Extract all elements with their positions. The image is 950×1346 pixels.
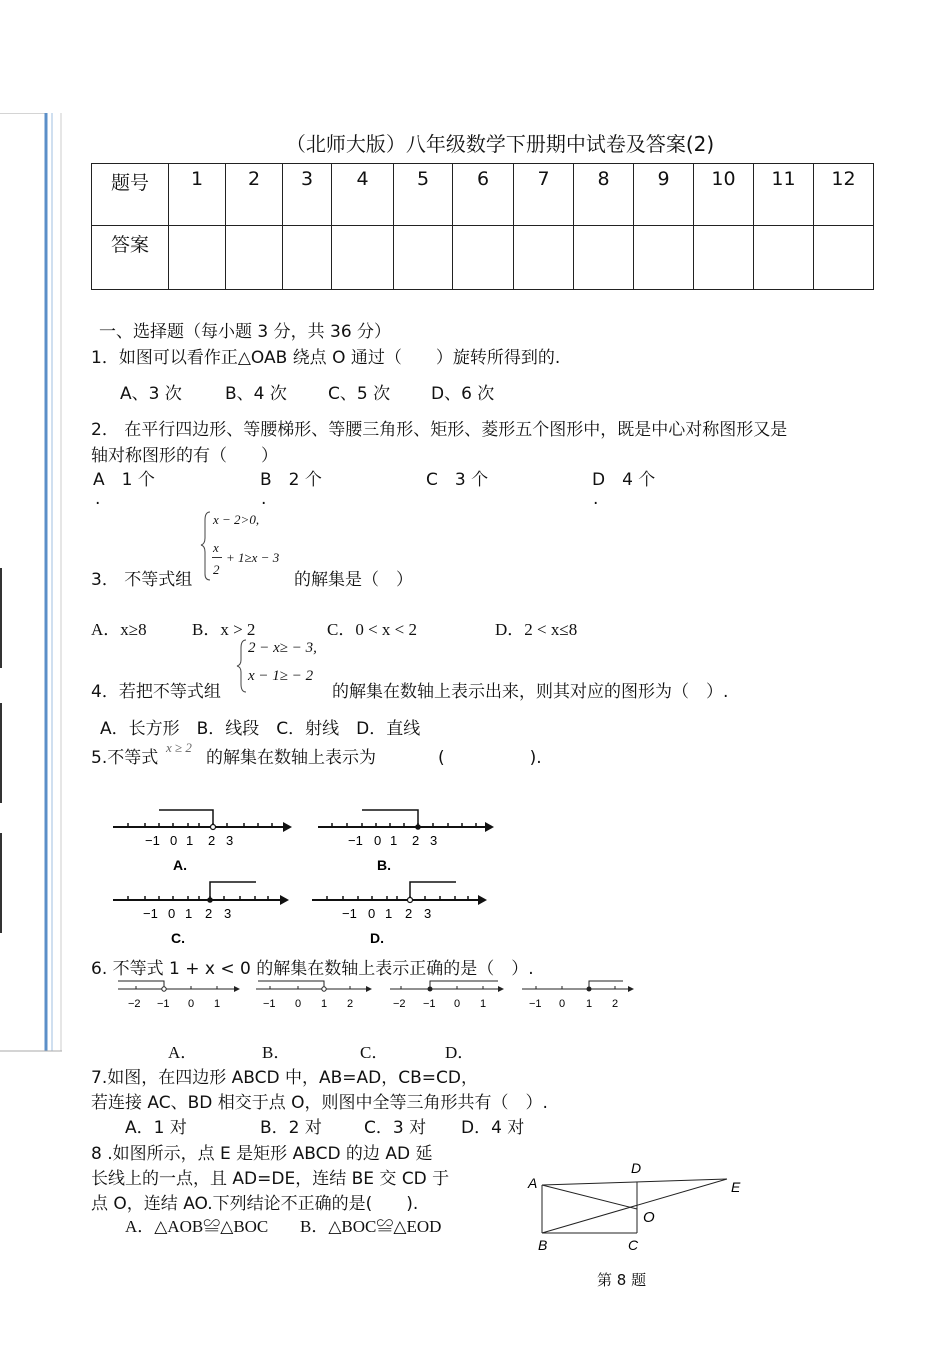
q8-option-b: B．△BOC≌△EOD (300, 1217, 442, 1236)
q4-options: A．长方形 B．线段 C．射线 D．直线 (100, 719, 421, 739)
tick-label: 3 (430, 833, 438, 848)
answer-cell (169, 226, 226, 290)
question-5-paren: ( ). (438, 748, 542, 768)
answer-cell (283, 226, 332, 290)
tick-label: −1 (143, 906, 158, 921)
tick-label: −1 (423, 998, 436, 1010)
tick-label: 0 (454, 998, 461, 1010)
tick-label: 1 (321, 998, 328, 1010)
answer-cell (754, 226, 814, 290)
q2-dot: . (95, 489, 101, 509)
question-2-line2: 轴对称图形的有（ ） (91, 446, 278, 466)
option-label: C. (171, 930, 185, 946)
tick-label: 1 (185, 906, 193, 921)
tick-label: 1 (186, 833, 194, 848)
q1-option-c: C、5 次 (328, 384, 391, 404)
tick-label: 0 (559, 998, 566, 1010)
tick-label: 2 (205, 906, 213, 921)
q1-option-d: D、6 次 (431, 384, 495, 404)
tick-label: 0 (295, 998, 302, 1010)
table-cell: 5 (394, 164, 453, 226)
q2-option-d: D 4 个 (592, 470, 656, 490)
q8-option-a: A．△AOB≌△BOC (125, 1217, 269, 1236)
point-label-b: B (538, 1237, 548, 1253)
table-cell: 11 (754, 164, 814, 226)
table-cell: 10 (694, 164, 754, 226)
table-header-cell: 答案 (92, 226, 169, 290)
answer-cell (694, 226, 754, 290)
tick-label: 1 (390, 833, 398, 848)
tick-label: 2 (612, 998, 619, 1010)
table-cell: 3 (283, 164, 332, 226)
tick-label: −1 (263, 998, 276, 1010)
margin-lines (0, 113, 62, 1053)
q3-option-b: B．x > 2 (192, 620, 256, 639)
tick-label: 3 (424, 906, 432, 921)
tick-label: −1 (157, 998, 170, 1010)
tick-label: 2 (208, 833, 216, 848)
figure-caption: 第 8 题 (597, 1271, 647, 1289)
question-4-prefix: 4．若把不等式组 (91, 682, 221, 702)
q8-rectangle-figure (520, 1158, 760, 1258)
table-cell: 4 (332, 164, 394, 226)
q6-option-c: C． (360, 1043, 389, 1062)
table-cell: 12 (814, 164, 874, 226)
question-5-suffix: 的解集在数轴上表示为 (206, 748, 376, 768)
question-8-line2: 长线上的一点，且 AD=DE，连结 BE 交 CD 于 (91, 1169, 450, 1189)
point-label-e: E (731, 1179, 741, 1195)
tick-label: 0 (374, 833, 382, 848)
question-1: 1．如图可以看作正△OAB 绕点 O 通过（ ）旋转所得到的. (91, 348, 561, 368)
q3-option-c: C．0 < x < 2 (327, 620, 418, 639)
q3-fraction-bar (212, 557, 222, 558)
q5-inequality: x ≥ 2 (166, 740, 192, 755)
tick-label: 2 (347, 998, 354, 1010)
tick-label: −1 (529, 998, 542, 1010)
q5-axis-d (312, 882, 487, 946)
q6-option-b: B． (262, 1043, 291, 1062)
q6-axis-d (522, 981, 634, 1010)
table-row (92, 164, 874, 226)
q6-number-lines (118, 975, 648, 1015)
tick-label: −1 (348, 833, 363, 848)
question-6: 6. 不等式 1 + x < 0 的解集在数轴上表示正确的是（ ）. (91, 959, 534, 979)
q3-option-a: A．x≥8 (91, 620, 147, 639)
page-title: （北师大版）八年级数学下册期中试卷及答案(2) (285, 132, 715, 156)
tick-label: 1 (385, 906, 393, 921)
answer-cell (814, 226, 874, 290)
question-7-line2: 若连接 AC、BD 相交于点 O，则图中全等三角形共有（ ）. (91, 1093, 548, 1113)
q6-option-a: A． (168, 1043, 198, 1062)
q3-system-line2: + 1≥x − 3 (226, 550, 280, 565)
point-label-a: A (528, 1175, 538, 1191)
answer-cell (226, 226, 283, 290)
tick-label: 2 (412, 833, 420, 848)
q7-option-b: B．2 对 (260, 1118, 322, 1138)
answer-cell (634, 226, 694, 290)
question-3-suffix: 的解集是（ ） (294, 570, 413, 590)
q2-option-c: C 3 个 (426, 470, 489, 490)
q2-option-a: A 1 个 (93, 470, 155, 490)
tick-label: 2 (405, 906, 413, 921)
answer-cell (394, 226, 453, 290)
tick-label: 0 (170, 833, 178, 848)
q6-option-d: D． (445, 1043, 475, 1062)
q7-option-d: D．4 对 (461, 1118, 525, 1138)
q4-system-line1: 2 − x≥ − 3, (248, 640, 317, 656)
tick-label: −1 (145, 833, 160, 848)
table-cell: 6 (453, 164, 514, 226)
point-label-d: D (631, 1160, 642, 1176)
question-2-line1: 2． 在平行四边形、等腰梯形、等腰三角形、矩形、菱形五个图形中，既是中心对称图形又是 (91, 420, 788, 440)
table-cell: 9 (634, 164, 694, 226)
q3-frac-denominator: 2 (213, 562, 220, 577)
question-5-prefix: 5.不等式 (91, 748, 159, 768)
tick-label: −2 (128, 998, 141, 1010)
option-label: D. (370, 930, 384, 946)
question-8-line3: 点 O，连结 AO.下列结论不正确的是( ). (91, 1194, 419, 1214)
q3-system-line1: x − 2>0, (213, 512, 260, 527)
q2-option-b: B 2 个 (260, 470, 322, 490)
question-4-suffix: 的解集在数轴上表示出来，则其对应的图形为（ ）. (332, 682, 729, 702)
option-label: A. (173, 857, 187, 873)
q6-axis-a (118, 981, 240, 1010)
answer-cell (453, 226, 514, 290)
q2-dot: . (593, 489, 599, 509)
left-margin-binding (0, 113, 62, 1053)
tick-label: 1 (214, 998, 221, 1010)
answer-table (91, 163, 874, 290)
section-heading: 一、选择题（每小题 3 分，共 36 分） (99, 322, 392, 342)
q7-option-a: A．1 对 (125, 1118, 187, 1138)
q6-axis-c (390, 981, 504, 1010)
answer-cell (574, 226, 634, 290)
q4-system-line2: x − 1≥ − 2 (248, 668, 314, 684)
answer-cell (332, 226, 394, 290)
tick-label: 1 (480, 998, 487, 1010)
q2-dot: . (261, 489, 267, 509)
q6-axis-b (256, 981, 372, 1010)
table-cell: 1 (169, 164, 226, 226)
table-cell: 7 (514, 164, 574, 226)
question-8-line1: 8 .如图所示，点 E 是矩形 ABCD 的边 AD 延 (91, 1144, 433, 1164)
table-cell: 2 (226, 164, 283, 226)
question-7-line1: 7.如图，在四边形 ABCD 中，AB=AD，CB=CD， (91, 1068, 478, 1088)
option-label: B. (377, 857, 391, 873)
q5-axis-b (318, 810, 494, 873)
tick-label: −2 (393, 998, 406, 1010)
tick-label: 0 (188, 998, 195, 1010)
table-cell: 8 (574, 164, 634, 226)
point-label-c: C (628, 1237, 639, 1253)
tick-label: 3 (224, 906, 232, 921)
q1-option-b: B、4 次 (225, 384, 287, 404)
q5-number-lines (100, 800, 520, 950)
tick-label: 1 (586, 998, 593, 1010)
tick-label: −1 (342, 906, 357, 921)
tick-label: 3 (226, 833, 234, 848)
q5-axis-c (113, 882, 289, 946)
tick-label: 0 (368, 906, 376, 921)
answer-cell (514, 226, 574, 290)
tick-label: 0 (168, 906, 176, 921)
q5-axis-a (113, 810, 292, 873)
q7-option-c: C．3 对 (364, 1118, 427, 1138)
q3-frac-numerator: x (213, 540, 219, 555)
table-header-cell: 题号 (92, 164, 169, 226)
q1-option-a: A、3 次 (120, 384, 182, 404)
q3-option-d: D．2 < x≤8 (495, 620, 578, 639)
table-row (92, 226, 874, 290)
point-label-o: O (643, 1209, 655, 1226)
question-3-prefix: 3． 不等式组 (91, 570, 193, 590)
